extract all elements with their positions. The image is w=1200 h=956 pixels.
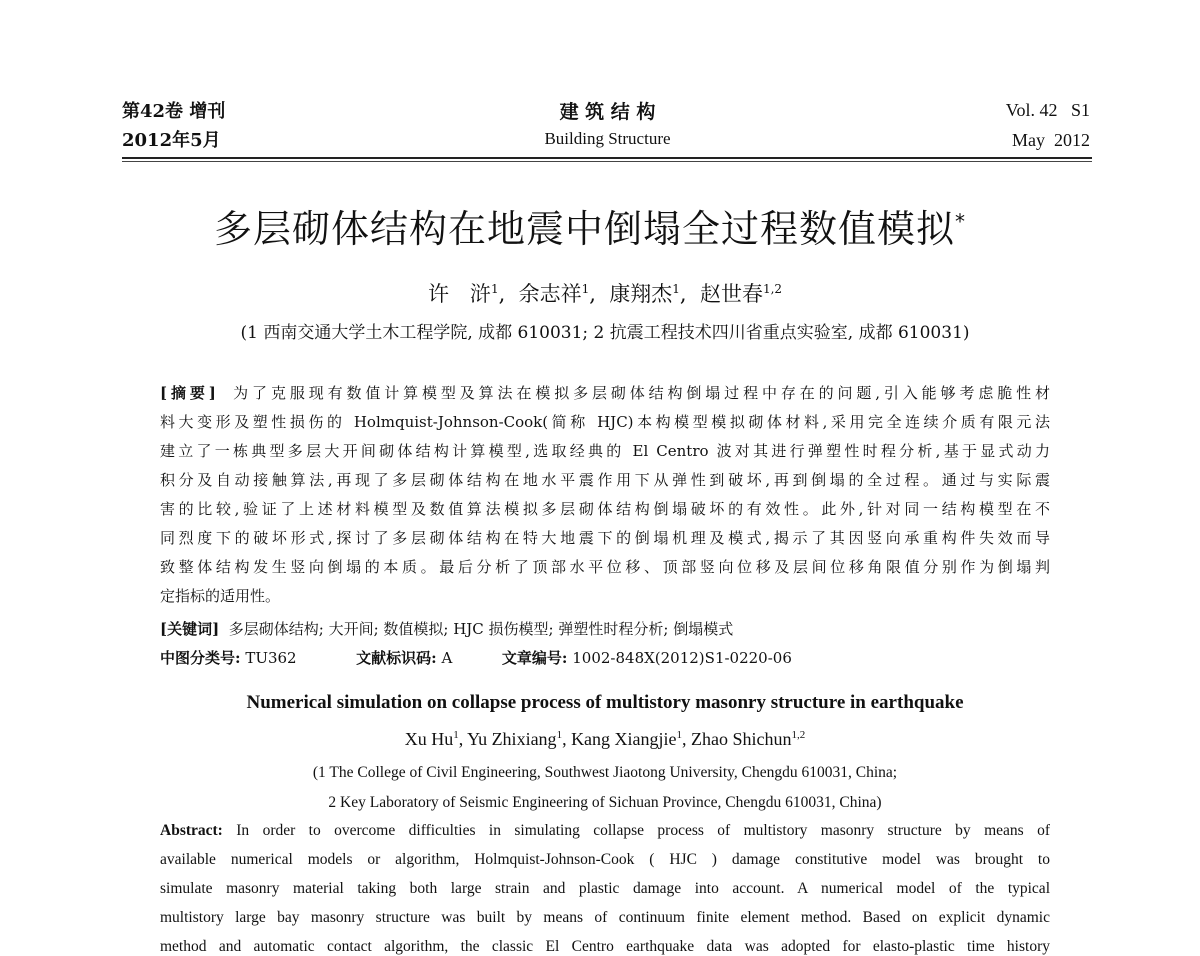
- keywords-text: 多层砌体结构; 大开间; 数值模拟; HJC 损伤模型; 弹塑性时程分析; 倒塌模式: [228, 620, 734, 638]
- author-name: 余志祥: [518, 282, 582, 306]
- abstract-line: 建立了一栋典型多层大开间砌体结构计算模型,选取经典的 El Centro 波对其进行弹塑性时程分析,基于显式动力: [160, 442, 1050, 460]
- abstract-en-line: method and automatic contact algorithm, the classic El Centro earthquake data was adopted for elasto-plastic time history: [160, 938, 1050, 955]
- journal-name-cn: 建 筑 结 构: [559, 101, 656, 123]
- abstract-line: 同烈度下的破坏形式,探讨了多层砌体结构在特大地震下的倒塌机理及模式,揭示了其因竖向承重构件失效而导: [160, 529, 1050, 547]
- abstract-en-label: Abstract:: [160, 822, 223, 839]
- author-sup: 1: [672, 282, 680, 296]
- date-en: May 2012: [1012, 130, 1090, 150]
- date-cn: 2012年5月: [122, 130, 221, 151]
- abstract-text: 为了克服现有数值计算模型及算法在模拟多层砌体结构倒塌过程中存在的问题,引入能够考虑脆性材: [233, 384, 1050, 402]
- abstract-line: 致整体结构发生竖向倒塌的本质。最后分析了顶部水平位移、顶部竖向位移及层间位移角限值分别作为倒塌判: [160, 558, 1050, 576]
- doc-code-value: A: [441, 649, 453, 667]
- author-sup: 1,2: [791, 729, 806, 741]
- author-sup: 1: [556, 729, 563, 741]
- abstract-en-line: multistory large bay masonry structure was built by means of continuum finite element method. Based on explicit dynamic: [160, 909, 1050, 926]
- title-text: 多层砌体结构在地震中倒塌全过程数值模拟: [213, 207, 955, 251]
- journal-name-en: Building Structure: [544, 129, 671, 148]
- classification: [160, 647, 1050, 668]
- article-no-value: 1002-848X(2012)S1-0220-06: [572, 649, 792, 667]
- author: [519, 282, 590, 306]
- author-name: 许 浒: [427, 282, 491, 306]
- author-sup: 1,2: [762, 282, 783, 296]
- abstract-line: 定指标的适用性。: [160, 587, 281, 605]
- author-name: 康翔杰: [609, 282, 673, 306]
- abstract-en-line: [160, 822, 1050, 840]
- affiliation-en-2: 2 Key Laboratory of Seismic Engineering of Sichuan Province, Chengdu 610031, China): [328, 794, 882, 811]
- author: [428, 282, 499, 306]
- author-name: Zhao Shichun: [691, 729, 792, 749]
- author-name: Xu Hu: [404, 729, 454, 749]
- clc-label: 中图分类号:: [160, 649, 241, 667]
- header-rule: [122, 157, 1092, 159]
- paper-title-cn: [0, 198, 1180, 253]
- abstract-en-line: simulate masonry material taking both large strain and plastic damage into account. A numerical model of the typical: [160, 880, 1050, 897]
- header-rule-thin: [122, 161, 1092, 162]
- volume-en: Vol. 42 S1: [1005, 100, 1090, 120]
- clc-value: TU362: [245, 649, 297, 667]
- abstract-label: [摘要]: [160, 384, 216, 402]
- volume-cn: 第42卷 增刊: [122, 101, 226, 122]
- author-name: Kang Xiangjie: [571, 729, 677, 749]
- doc-code-label: 文献标识码:: [356, 649, 437, 667]
- keywords-cn: [160, 618, 1050, 639]
- authors-en: Xu Hu$^1$, Yu Zhixiang$^1$, Kang Xiangjie$^1$, Zhao Shichun$^{1,2}$: [404, 729, 806, 749]
- affiliation-en-1: (1 The College of Civil Engineering, Southwest Jiaotong University, Chengdu 610031, China;: [312, 764, 898, 781]
- author-name: Yu Zhixiang: [467, 729, 557, 749]
- author-name: 赵世春: [699, 282, 763, 306]
- abstract-line: [160, 382, 1050, 403]
- abstract-line: 害的比较,验证了上述材料模型及数值算法模拟多层砌体结构倒塌破坏的有效性。此外,针对同一结构模型在不: [160, 500, 1050, 518]
- author-sup: 1: [490, 282, 499, 296]
- affiliation-cn: (1 西南交通大学土木工程学院, 成都 610031; 2 抗震工程技术四川省重点实验室, 成都 610031): [240, 323, 970, 343]
- abstract-en-text: In order to overcome difficulties in simulating collapse process of multistory masonry structure by means of: [236, 822, 1050, 839]
- abstract-line: 料大变形及塑性损伤的 Holmquist-Johnson-Cook(简称 HJC)本构模型模拟砌体材料,采用完全连续介质有限元法: [160, 413, 1050, 431]
- author-sup: 1: [581, 282, 590, 296]
- paper-title-en: Numerical simulation on collapse process of multistory masonry structure in earthquake: [246, 692, 964, 713]
- abstract-en-line: available numerical models or algorithm, Holmquist-Johnson-Cook ( HJC ) damage constitutive model was brought to: [160, 851, 1050, 868]
- author: [609, 282, 680, 306]
- title-footnote-mark: *: [955, 209, 966, 234]
- abstract-line: 积分及自动接触算法,再现了多层砌体结构在地水平震作用下从弹性到破坏,再到倒塌的全过程。通过与实际震: [160, 471, 1050, 489]
- author: [700, 282, 782, 306]
- article-no-label: 文章编号:: [501, 649, 568, 667]
- keywords-label: [关键词]: [160, 620, 220, 638]
- author-sup: 1: [676, 729, 683, 741]
- authors-cn: 许 浒$^1$, 余志祥$^1$, 康翔杰$^1$, 赵世春$^{1,2}$: [427, 282, 783, 306]
- author-sup: 1: [453, 729, 459, 741]
